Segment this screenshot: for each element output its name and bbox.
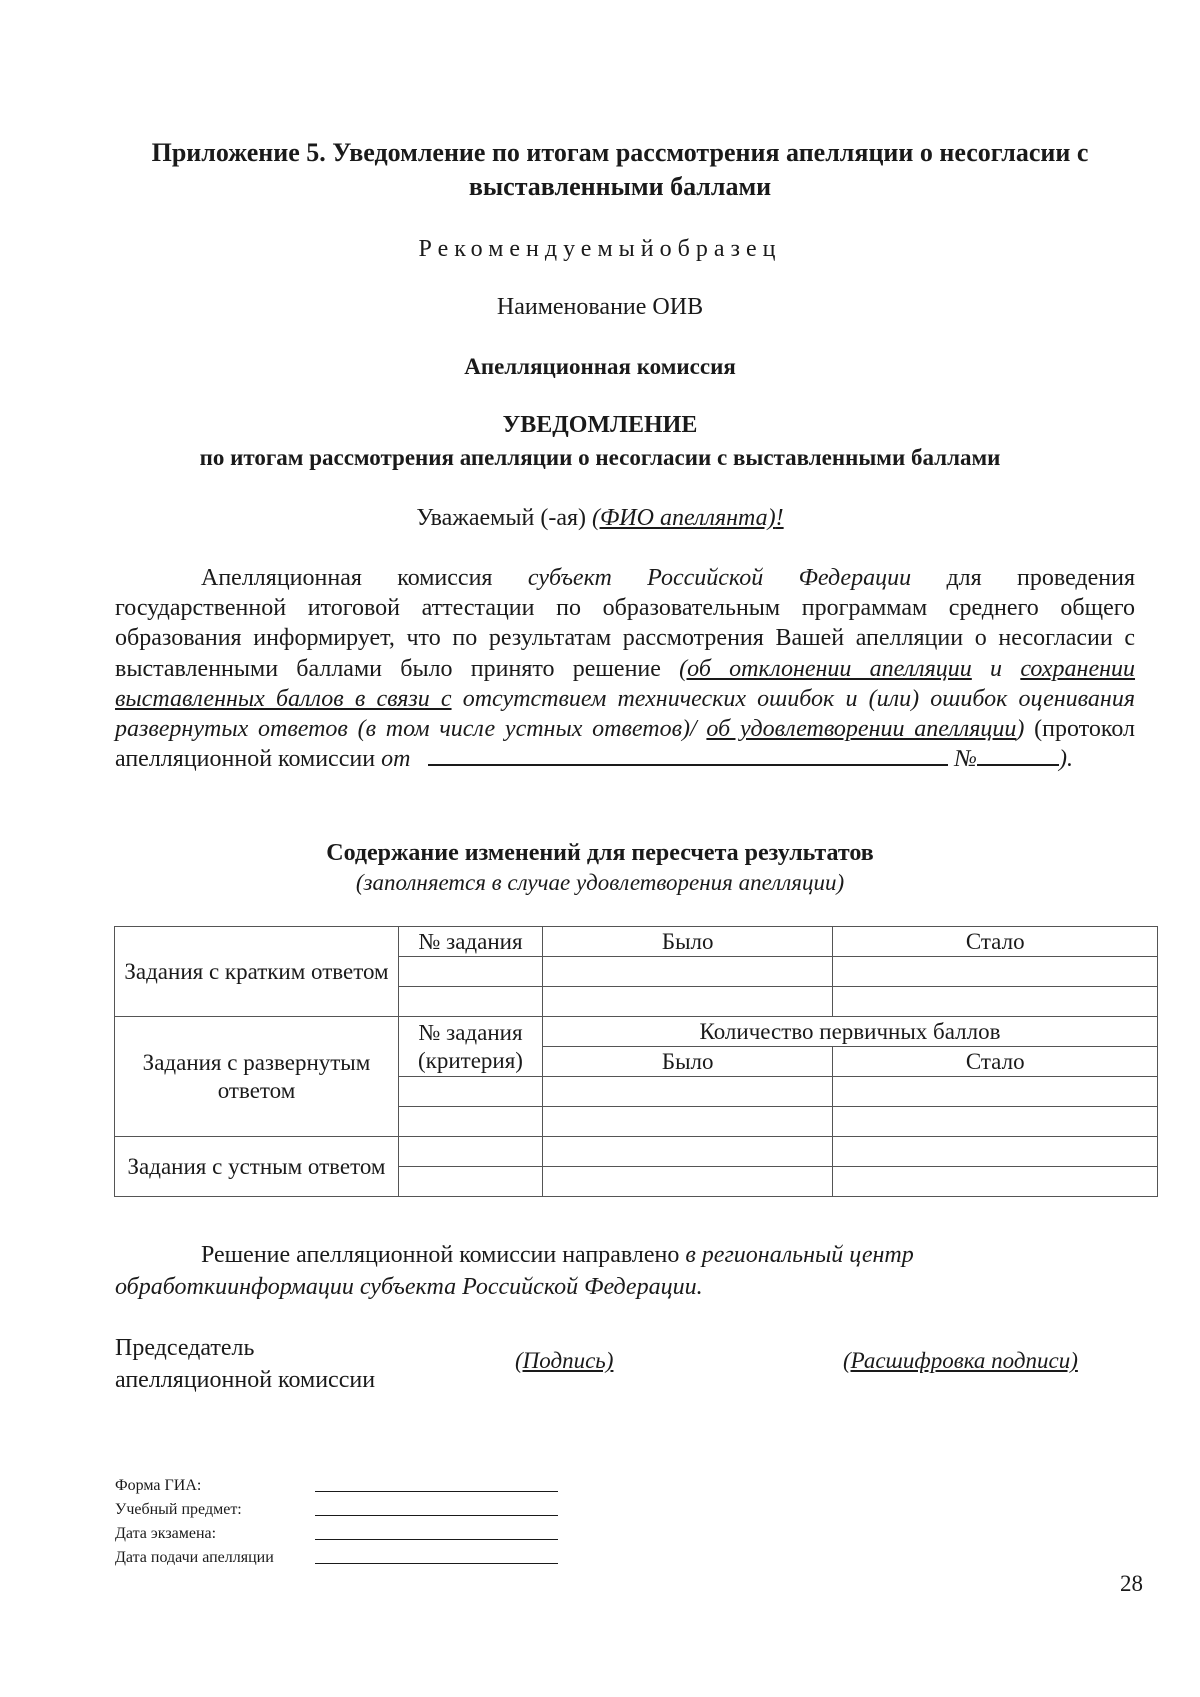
meta-exam-date-label: Дата экзамена:	[115, 1525, 217, 1542]
table-row	[115, 1017, 1158, 1047]
col-task-criteria-no	[399, 1017, 543, 1077]
col-task-criteria-line2: (критерия)	[418, 1047, 523, 1073]
table-cell[interactable]	[399, 1107, 543, 1137]
table-cell[interactable]	[833, 1167, 1158, 1197]
page-number: 28	[1120, 1571, 1143, 1596]
meta-block	[115, 1474, 274, 1570]
sample-label: Рекомендуемыйобразец	[418, 236, 782, 262]
body-text-part: ).	[1059, 746, 1074, 773]
decision-paragraph	[115, 1239, 1135, 1303]
meta-appeal-date-label: Дата подачи апелляции	[115, 1549, 274, 1566]
oiv-name: Наименование ОИВ	[496, 294, 704, 320]
signature-field[interactable]: (Подпись)	[515, 1348, 614, 1373]
chair-line2: апелляционной комиссии	[115, 1367, 376, 1393]
greeting-suffix: !	[775, 505, 784, 531]
table-cell[interactable]	[543, 1137, 833, 1167]
table-cell[interactable]	[543, 1167, 833, 1197]
body-text-part: для проведения государственной итоговой аттестации по образовательным программам среднего общего образования информирует, что по результатам рассмотрения Вашей апелляции о несогласии с выставленными баллами было принято решение	[115, 565, 1135, 682]
table-cell[interactable]	[543, 1077, 833, 1107]
long-answer-section	[115, 1017, 399, 1137]
body-text-part: и	[971, 655, 1021, 682]
table-cell[interactable]	[833, 1107, 1158, 1137]
table-row	[115, 1137, 1158, 1167]
decision-option-reject: (об отклонении апелляции	[679, 655, 972, 682]
col-was: Было	[543, 927, 833, 957]
table-cell[interactable]	[543, 1107, 833, 1137]
signature-decode-field[interactable]: (Расшифровка подписи)	[843, 1348, 1078, 1373]
appellant-name-placeholder: (ФИО апеллянта)	[592, 505, 776, 531]
table-cell[interactable]	[833, 987, 1158, 1017]
decision-option-satisfy: об удовлетворении апелляции	[706, 716, 1017, 743]
col-primary-points: Количество первичных баллов	[543, 1017, 1158, 1047]
meta-appeal-date-line[interactable]	[315, 1563, 558, 1564]
body-text-part: (протокол апелляционной комиссии	[115, 716, 1135, 773]
long-answer-label: Задания с развернутым ответом	[142, 1049, 371, 1103]
table-cell[interactable]	[833, 1137, 1158, 1167]
protocol-date-line[interactable]	[428, 746, 948, 766]
table-cell[interactable]	[399, 1077, 543, 1107]
protocol-number-line[interactable]	[977, 746, 1059, 766]
protocol-number-label: №	[954, 746, 978, 773]
greeting-prefix: Уважаемый (-ая)	[416, 505, 593, 531]
decision-text: Решение апелляционной комиссии направлено	[201, 1242, 686, 1268]
short-answer-label: Задания с кратким ответом	[124, 958, 389, 984]
oral-answer-label: Задания с устным ответом	[127, 1153, 386, 1179]
notice-subtitle: по итогам рассмотрения апелляции о несогласии с выставленными баллами	[199, 445, 1001, 470]
col-became: Стало	[833, 927, 1158, 957]
table-cell[interactable]	[399, 957, 543, 987]
col-task-criteria-line1: № задания	[418, 1019, 523, 1045]
decision-recipient: в региональный центр обработкиинформации субъекта Российской Федерации	[115, 1242, 914, 1300]
table-cell[interactable]	[399, 1137, 543, 1167]
table-cell[interactable]	[399, 1167, 543, 1197]
commission-name: Апелляционная комиссия	[464, 354, 736, 379]
col-was: Было	[543, 1047, 833, 1077]
decision-reason: отсутствием технических ошибок и (или) ошибок оценивания развернутых ответов (в том числе устных ответов)/	[115, 685, 1135, 743]
table-cell[interactable]	[833, 1077, 1158, 1107]
decision-option-keep: сохранении выставленных баллов в связи с	[115, 655, 1136, 712]
body-text-part: Апелляционная комиссия	[201, 565, 528, 591]
protocol-from: от	[381, 746, 411, 773]
chair-label	[115, 1332, 445, 1396]
appendix-title: Приложение 5. Уведомление по итогам рассмотрения апелляции о несогласии с выставленными баллами	[151, 138, 1089, 201]
meta-subject-label: Учебный предмет:	[115, 1501, 242, 1518]
body-text-part: )	[1016, 716, 1025, 743]
table-cell[interactable]	[543, 957, 833, 987]
notice-title: УВЕДОМЛЕНИЕ	[502, 412, 698, 438]
meta-form-line[interactable]	[315, 1491, 558, 1492]
greeting	[0, 505, 1200, 532]
meta-exam-date-line[interactable]	[315, 1539, 558, 1540]
table-cell[interactable]	[399, 987, 543, 1017]
oral-answer-section	[115, 1137, 399, 1197]
meta-form-label: Форма ГИА:	[115, 1477, 202, 1494]
changes-table	[114, 926, 1158, 1197]
changes-title: Содержание изменений для пересчета результатов	[326, 840, 874, 866]
table-cell[interactable]	[833, 957, 1158, 987]
meta-subject-line[interactable]	[315, 1515, 558, 1516]
body-paragraph	[115, 563, 1135, 774]
table-row	[115, 927, 1158, 957]
changes-subtitle: (заполняется в случае удовлетворения апелляции)	[355, 870, 845, 895]
short-answer-section	[115, 927, 399, 1017]
col-became: Стало	[833, 1047, 1158, 1077]
table-cell[interactable]	[543, 987, 833, 1017]
subject-placeholder: субъект Российской Федерации	[527, 565, 912, 591]
decision-end: .	[696, 1274, 703, 1300]
chair-line1: Председатель	[115, 1335, 255, 1361]
col-task-no: № задания	[399, 927, 543, 957]
